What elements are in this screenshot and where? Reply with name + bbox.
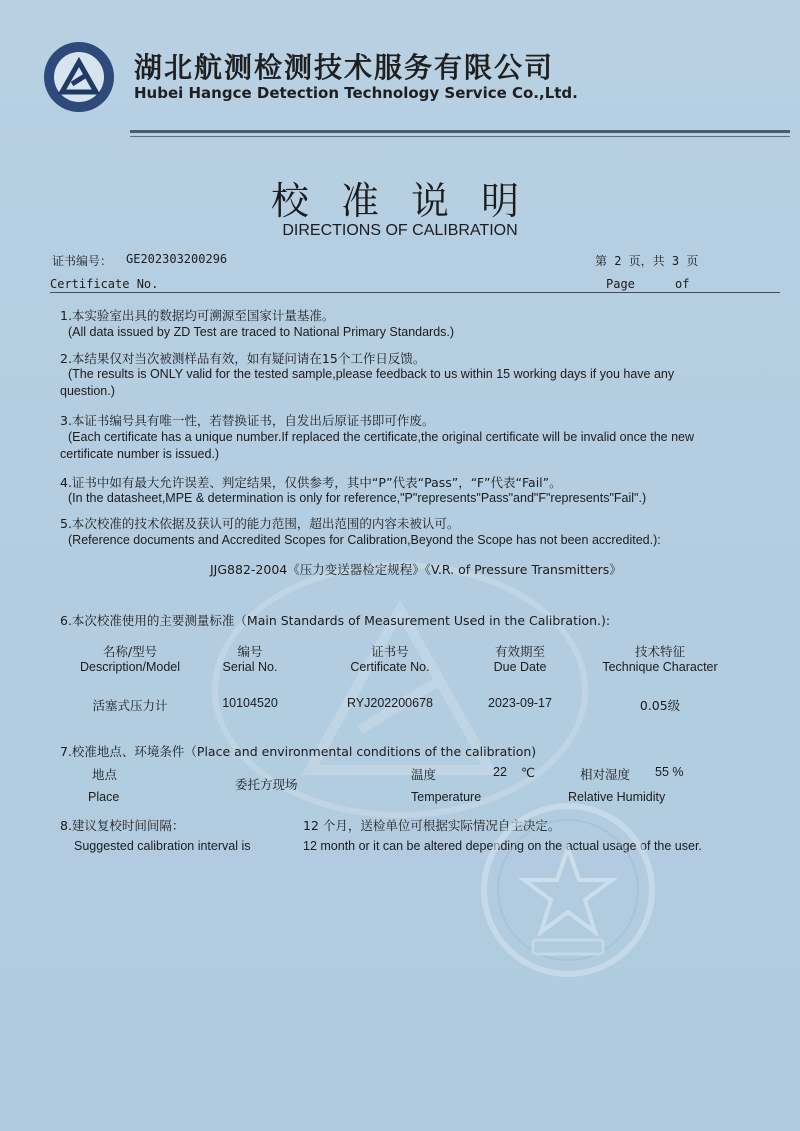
std-header-cn-technique: 技术特征 xyxy=(634,644,685,659)
std-header-en-description: Description/Model xyxy=(79,660,181,674)
std-header-cn-serial: 编号 xyxy=(237,644,263,659)
interval-label-cn: 8.建议复校时间间隔： xyxy=(60,818,185,833)
certificate-no-value: GE202303200296 xyxy=(126,252,228,266)
item-3-en-line2: certificate number is issued.) xyxy=(60,447,220,461)
item-6-title: 6.本次校准使用的主要测量标准（Main Standards of Measurement Used in the Calibration.): xyxy=(60,613,611,628)
page-title-en: DIRECTIONS OF CALIBRATION xyxy=(282,222,518,239)
item-4-cn: 4.证书中如有最大允许误差、判定结果，仅供参考，其中“P”代表“Pass”，“F”代表“Fail”。 xyxy=(60,475,562,490)
item-3-cn: 3.本证书编号具有唯一性，若替换证书，自发出后原证书即可作废。 xyxy=(60,413,435,428)
page-title-cn: 校 准 说 明 xyxy=(270,179,530,223)
std-cell-description: 活塞式压力计 xyxy=(92,698,168,713)
company-name-en: Hubei Hangce Detection Technology Service Co.,Ltd. xyxy=(134,84,578,102)
page-count-cn: 第 2 页，共 3 页 xyxy=(595,254,699,268)
header-rule-thin xyxy=(130,136,790,137)
std-header-en-certificate: Certificate No. xyxy=(350,660,430,674)
item-1-cn: 1.本实验室出具的数据均可溯源至国家计量基准。 xyxy=(60,308,335,323)
std-header-en-technique: Technique Character xyxy=(602,660,718,674)
item-2-en-line1: (The results is ONLY valid for the tested sample,please feedback to us within 15 working days if you have any xyxy=(68,367,675,381)
temperature-unit: ℃ xyxy=(521,765,536,780)
temperature-value: 22 xyxy=(493,765,507,779)
humidity-label-en: Relative Humidity xyxy=(568,790,666,804)
embossed-seal-icon xyxy=(478,800,658,980)
humidity-value: 55 % xyxy=(655,765,684,779)
certificate-no-label-en: Certificate No. xyxy=(50,277,159,291)
item-1-en: (All data issued by ZD Test are traced to National Primary Standards.) xyxy=(68,325,455,339)
std-header-en-due-date: Due Date xyxy=(493,660,547,674)
interval-value-en: 12 month or it can be altered depending on the actual usage of the user. xyxy=(303,839,702,853)
item-3-en-line1: (Each certificate has a unique number.If replaced the certificate,the original certificate will be invalid once the new xyxy=(68,430,695,444)
company-logo-icon xyxy=(42,40,116,114)
interval-label-en: Suggested calibration interval is xyxy=(74,839,251,853)
item-2-en-line2: question.) xyxy=(60,384,115,398)
humidity-label-cn: 相对湿度 xyxy=(580,767,631,782)
item-5-en: (Reference documents and Accredited Scopes for Calibration,Beyond the Scope has not been accredited.): xyxy=(68,533,661,547)
item-2-cn: 2.本结果仅对当次被测样品有效，如有疑问请在15个工作日反馈。 xyxy=(60,351,426,366)
certificate-header-rule xyxy=(50,292,780,293)
company-name-cn: 湖北航测检测技术服务有限公司 xyxy=(134,51,555,84)
item-5-cn: 5.本次校准的技术依据及获认可的能力范围，超出范围的内容未被认可。 xyxy=(60,516,460,531)
std-header-en-serial: Serial No. xyxy=(222,660,278,674)
item-4-en: (In the datasheet,MPE & determination is only for reference,"P"represents"Pass"and"F"represents"Fail".) xyxy=(68,491,647,505)
place-value: 委托方现场 xyxy=(235,777,298,792)
temperature-label-en: Temperature xyxy=(411,790,482,804)
std-cell-technique: 0.05级 xyxy=(639,698,681,713)
std-cell-due-date: 2023-09-17 xyxy=(488,696,552,710)
page-label-en: Page xyxy=(606,277,635,291)
certificate-no-label-cn: 证书编号： xyxy=(52,254,113,268)
std-header-cn-description: 名称/型号 xyxy=(102,644,158,659)
place-label-en: Place xyxy=(88,790,120,804)
item-7-title: 7.校准地点、环境条件（Place and environmental conditions of the calibration) xyxy=(60,744,537,759)
header-rule-thick xyxy=(130,130,790,133)
of-label-en: of xyxy=(675,277,690,291)
temperature-label-cn: 温度 xyxy=(411,767,437,782)
interval-value-cn: 12 个月，送检单位可根据实际情况自主决定。 xyxy=(303,818,561,833)
place-label-cn: 地点 xyxy=(92,767,118,782)
std-cell-serial: 10104520 xyxy=(222,696,278,710)
std-cell-certificate: RYJ202200678 xyxy=(347,696,433,710)
std-header-cn-certificate: 证书号 xyxy=(371,644,409,659)
item-5-reference: JJG882-2004《压力变送器检定规程》《V.R. of Pressure Transmitters》 xyxy=(210,562,622,577)
std-header-cn-due-date: 有效期至 xyxy=(494,644,545,659)
